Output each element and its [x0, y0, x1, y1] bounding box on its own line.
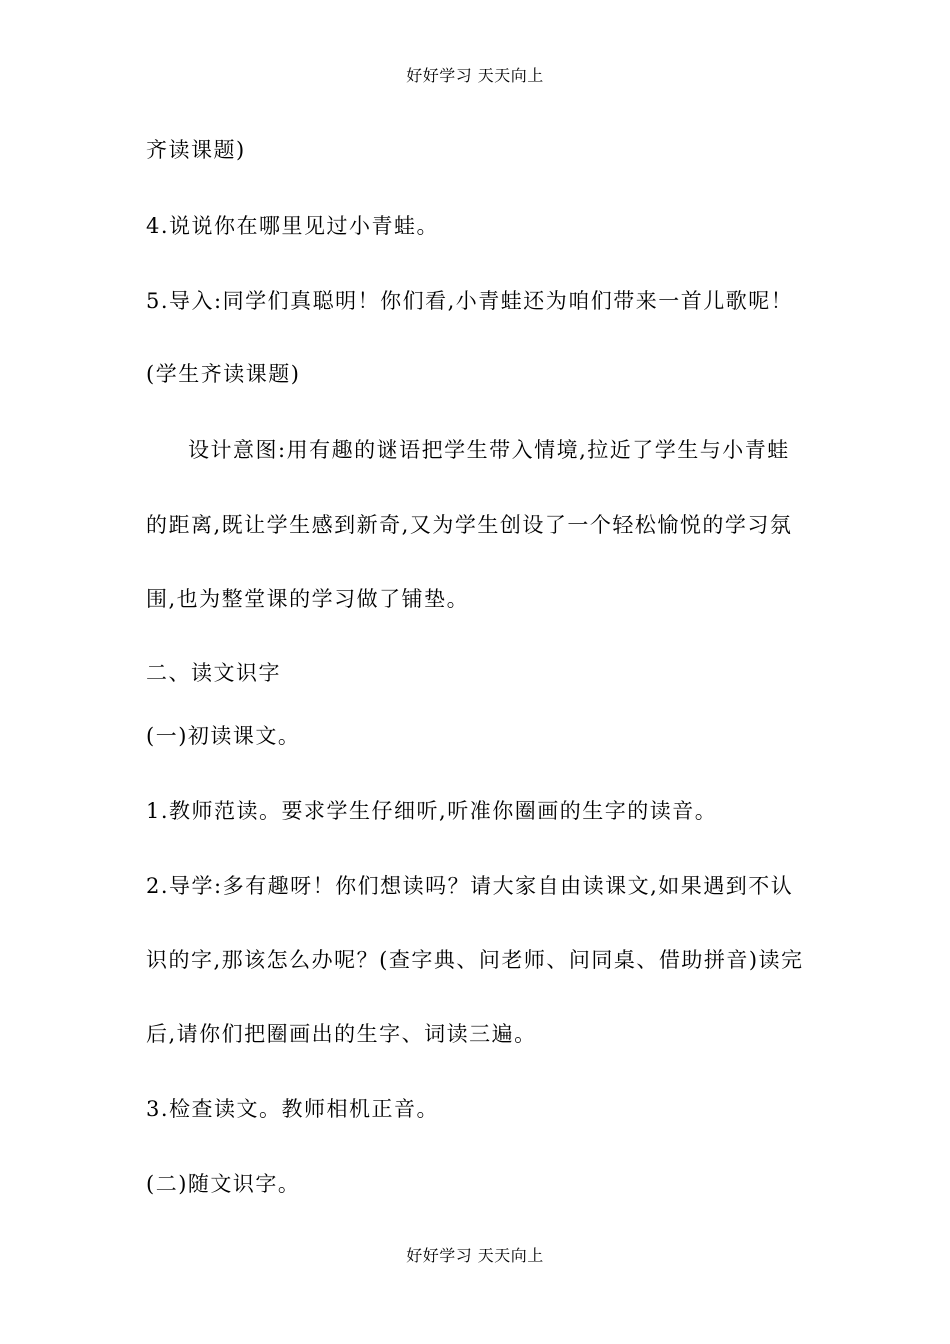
text-line: 4.说说你在哪里见过小青蛙。: [146, 214, 440, 238]
text-line: 2.导学:多有趣呀！你们想读吗？请大家自由读课文,如果遇到不认: [146, 874, 794, 898]
text-line: 后,请你们把圈画出的生字、词读三遍。: [146, 1022, 537, 1046]
subsection-heading: (一)初读课文。: [146, 724, 301, 748]
text-line: 5.导入:同学们真聪明！你们看,小青蛙还为咱们带来一首儿歌呢！: [146, 289, 794, 313]
page-footer: 好好学习 天天向上: [406, 1246, 544, 1265]
design-intent-line: 设计意图:用有趣的谜语把学生带入情境,拉近了学生与小青蛙: [188, 438, 790, 462]
text-line: (学生齐读课题): [146, 362, 301, 386]
text-line: 3.检查读文。教师相机正音。: [146, 1097, 440, 1121]
text-line: 1.教师范读。要求学生仔细听,听准你圈画的生字的读音。: [146, 799, 718, 823]
text-line: 的距离,既让学生感到新奇,又为学生创设了一个轻松愉悦的学习氛: [146, 513, 793, 537]
subsection-heading: (二)随文识字。: [146, 1172, 301, 1196]
text-line: 齐读课题): [146, 138, 246, 162]
text-line: 识的字,那该怎么办呢？(查字典、问老师、问同桌、借助拼音)读完: [146, 948, 804, 972]
section-heading: 二、读文识字: [146, 661, 281, 685]
page-header: 好好学习 天天向上: [406, 66, 544, 85]
text-line: 围,也为整堂课的学习做了铺垫。: [146, 587, 470, 611]
